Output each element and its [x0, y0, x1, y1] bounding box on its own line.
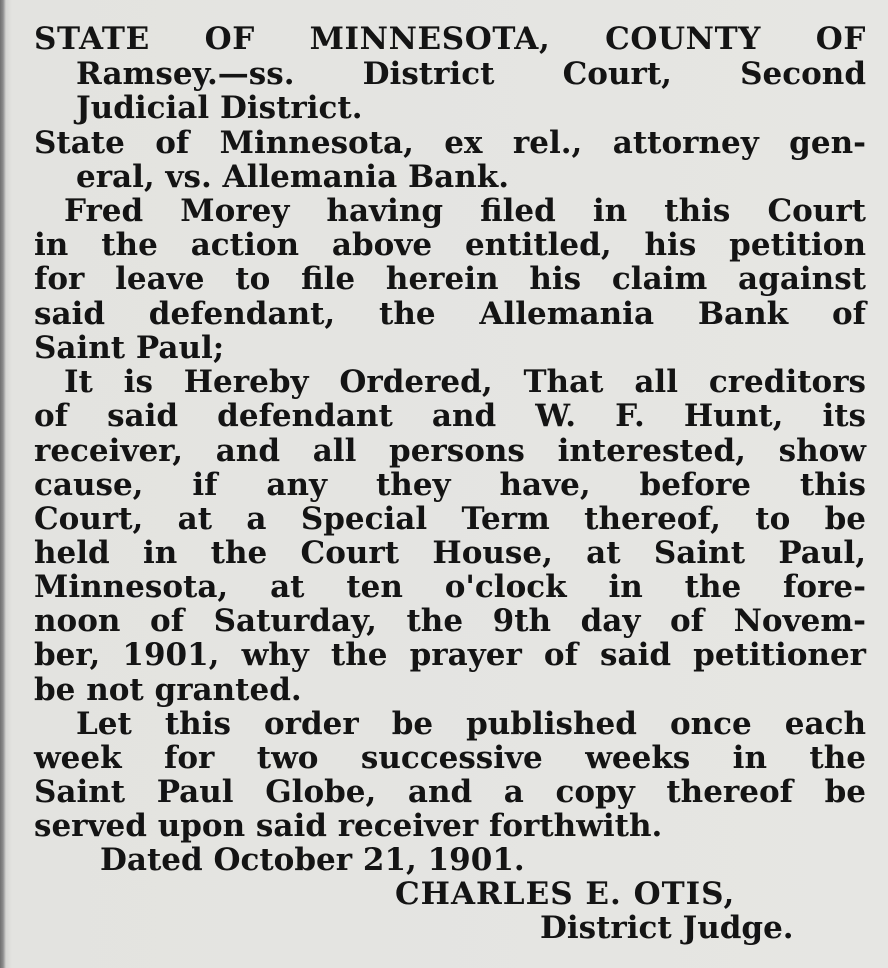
- notice-line: week for two successive weeks in the: [34, 740, 866, 776]
- notice-line: It is Hereby Ordered, That all creditors: [64, 364, 866, 400]
- notice-line: Minnesota, at ten o'clock in the fore-: [34, 569, 866, 605]
- notice-line: Fred Morey having filed in this Court: [64, 193, 866, 229]
- notice-line: held in the Court House, at Saint Paul,: [34, 535, 866, 571]
- notice-line: noon of Saturday, the 9th day of Novem-: [34, 603, 866, 639]
- notice-line: Saint Paul Globe, and a copy thereof be: [34, 774, 866, 810]
- notice-line: cause, if any they have, before this: [34, 467, 866, 503]
- notice-line: Judicial District.: [76, 90, 363, 126]
- notice-line: for leave to file herein his claim against: [34, 261, 866, 297]
- notice-line: Ramsey.—ss. District Court, Second: [76, 56, 866, 92]
- signature-title: District Judge.: [540, 910, 794, 946]
- notice-line: STATE OF MINNESOTA, COUNTY OF: [34, 21, 866, 57]
- notice-line: ber, 1901, why the prayer of said petitioner: [34, 637, 866, 673]
- notice-line: in the action above entitled, his petition: [34, 227, 866, 263]
- notice-line: Let this order be published once each: [76, 706, 866, 742]
- notice-line: served upon said receiver forthwith.: [34, 808, 663, 844]
- notice-line: said defendant, the Allemania Bank of: [34, 296, 866, 332]
- signature-name: CHARLES E. OTIS,: [395, 876, 736, 912]
- notice-line: eral, vs. Allemania Bank.: [76, 159, 510, 195]
- dated-line: Dated October 21, 1901.: [100, 842, 525, 878]
- notice-line: be not granted.: [34, 672, 302, 708]
- notice-line: of said defendant and W. F. Hunt, its: [34, 398, 866, 434]
- notice-line: State of Minnesota, ex rel., attorney gen-: [34, 125, 866, 161]
- notice-line: receiver, and all persons interested, show: [34, 433, 866, 469]
- notice-line: Saint Paul;: [34, 330, 225, 366]
- notice-line: Court, at a Special Term thereof, to be: [34, 501, 866, 537]
